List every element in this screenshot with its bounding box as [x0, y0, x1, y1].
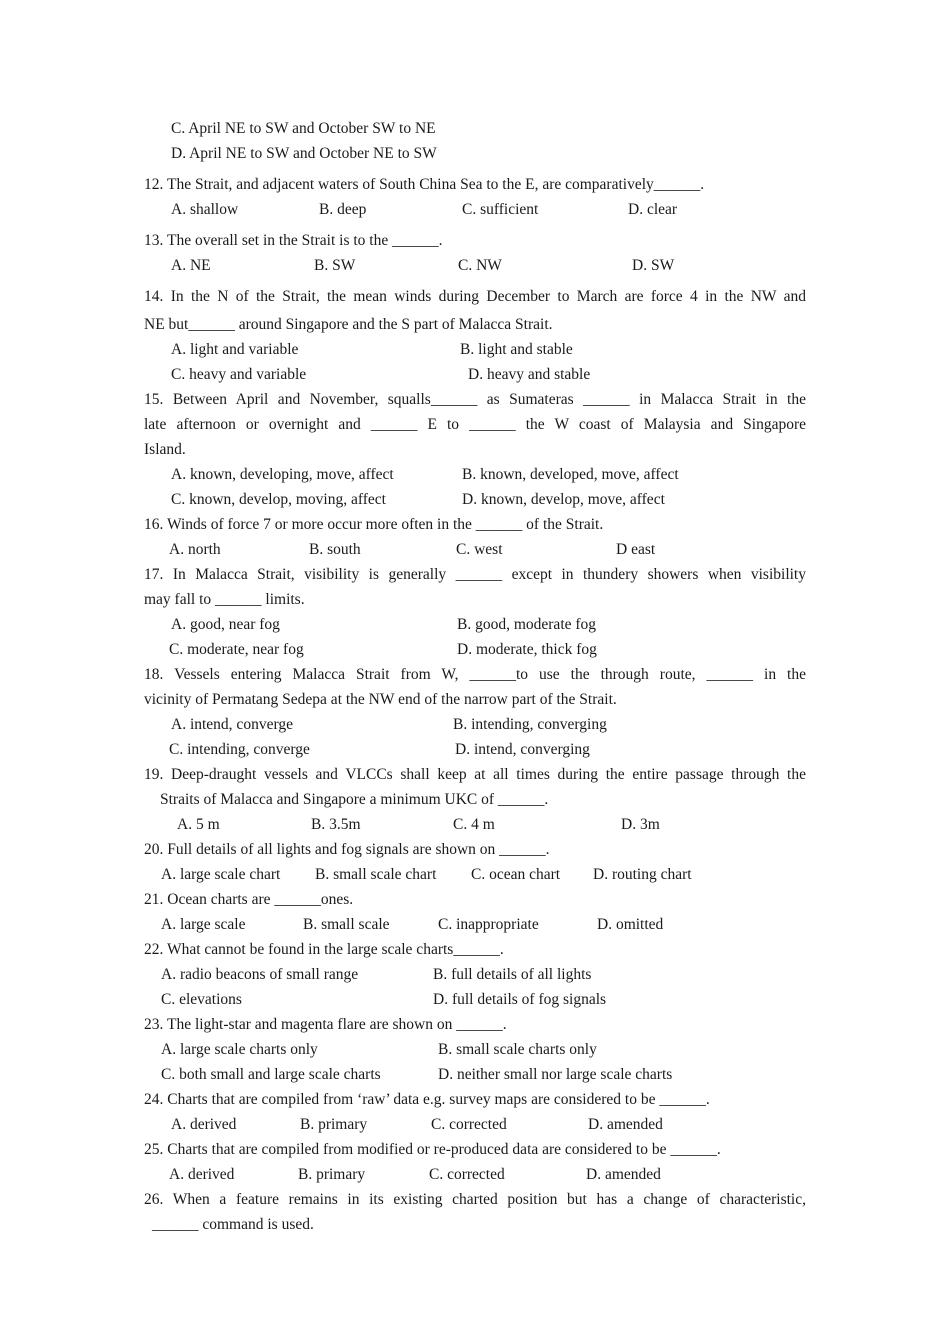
option-c: C. April NE to SW and October SW to NE	[171, 120, 436, 137]
option-b: B. known, developed, move, affect	[462, 466, 679, 483]
option-c: C. elevations	[161, 991, 242, 1008]
question-14-line-1: 14. In the N of the Strait, the mean winds during December to March are force 4 in the NW and	[144, 288, 806, 305]
question-15-options-cd	[144, 487, 806, 512]
question-12: 12. The Strait, and adjacent waters of South China Sea to the E, are comparatively______.	[144, 176, 705, 193]
option-b: B. primary	[298, 1166, 366, 1183]
option-c: C. sufficient	[462, 201, 539, 218]
question-17-options-cd	[144, 637, 806, 662]
option-b: B. 3.5m	[311, 816, 361, 833]
question-23-options-ab	[144, 1037, 806, 1062]
option-b: B. full details of all lights	[433, 966, 592, 983]
question-22-options-cd	[144, 987, 806, 1012]
option-a: A. north	[169, 541, 221, 558]
question-26-line-2-text: ______ command is used.	[152, 1216, 314, 1233]
question-14-options-ab	[144, 337, 806, 362]
option-c: C. corrected	[431, 1116, 507, 1133]
question-15-line-3: Island.	[144, 441, 186, 458]
question-16: 16. Winds of force 7 or more occur more often in the ______ of the Strait.	[144, 516, 604, 533]
question-22: 22. What cannot be found in the large scale charts______.	[144, 941, 504, 958]
option-b: B. deep	[319, 201, 367, 218]
option-a: A. good, near fog	[171, 616, 280, 633]
option-b: B. south	[309, 541, 361, 558]
option-c: C. inappropriate	[438, 916, 539, 933]
option-a: A. radio beacons of small range	[161, 966, 359, 983]
option-c: C. known, develop, moving, affect	[171, 491, 386, 508]
option-b: B. primary	[300, 1116, 368, 1133]
option-d: D. clear	[628, 201, 678, 218]
question-17-line-2: may fall to ______ limits.	[144, 591, 305, 608]
option-d: D. moderate, thick fog	[457, 641, 597, 658]
option-c: C. intending, converge	[169, 741, 310, 758]
option-b: B. small scale chart	[315, 866, 437, 883]
question-24-options	[144, 1112, 806, 1137]
option-a: A. large scale	[161, 916, 246, 933]
option-c: C. moderate, near fog	[169, 641, 304, 658]
question-17-options-ab	[144, 612, 806, 637]
option-c: C. heavy and variable	[171, 366, 307, 383]
option-d: D. omitted	[597, 916, 664, 933]
option-a: A. derived	[169, 1166, 235, 1183]
option-b: B. light and stable	[460, 341, 573, 358]
option-a: A. known, developing, move, affect	[171, 466, 394, 483]
option-d: D. heavy and stable	[468, 366, 591, 383]
question-22-options-ab	[144, 962, 806, 987]
option-d: D. intend, converging	[455, 741, 590, 758]
question-26-line-2	[144, 1212, 806, 1237]
question-23: 23. The light-star and magenta flare are shown on ______.	[144, 1016, 507, 1033]
question-21-options	[144, 912, 806, 937]
option-a: A. shallow	[171, 201, 239, 218]
option-b: B. SW	[314, 257, 356, 274]
option-a: A. large scale charts only	[161, 1041, 318, 1058]
option-a: A. light and variable	[171, 341, 299, 358]
option-d: D. 3m	[621, 816, 660, 833]
question-16-options	[144, 537, 806, 562]
option-d: D east	[616, 541, 656, 558]
option-a: A. NE	[171, 257, 211, 274]
question-24: 24. Charts that are compiled from ‘raw’ data e.g. survey maps are considered to be ______.	[144, 1091, 710, 1108]
question-21: 21. Ocean charts are ______ones.	[144, 891, 354, 908]
option-c: C. ocean chart	[471, 866, 561, 883]
question-20-options	[144, 862, 806, 887]
option-b: B. intending, converging	[453, 716, 607, 733]
question-19-line-1: 19. Deep-draught vessels and VLCCs shall keep at all times during the entire passage through the	[144, 766, 806, 783]
question-11-options	[144, 116, 806, 141]
option-d: D. full details of fog signals	[433, 991, 607, 1008]
option-d: D. amended	[586, 1166, 661, 1183]
option-a: A. derived	[171, 1116, 237, 1133]
document-page	[144, 116, 806, 1237]
question-25-options	[144, 1162, 806, 1187]
option-a: A. large scale chart	[161, 866, 281, 883]
question-17-line-1: 17. In Malacca Strait, visibility is generally ______ except in thundery showers when visibility	[144, 566, 806, 583]
option-d: D. neither small nor large scale charts	[438, 1066, 673, 1083]
question-26-line-1: 26. When a feature remains in its existing charted position but has a change of characteristic,	[144, 1191, 806, 1208]
option-c: C. west	[456, 541, 503, 558]
question-18-options-cd	[144, 737, 806, 762]
option-d: D. April NE to SW and October NE to SW	[171, 145, 437, 162]
question-18-line-2: vicinity of Permatang Sedepa at the NW end of the narrow part of the Strait.	[144, 691, 617, 708]
question-15-options-ab	[144, 462, 806, 487]
question-14-options-cd	[144, 362, 806, 387]
option-d: D. amended	[588, 1116, 663, 1133]
question-25: 25. Charts that are compiled from modified or re-produced data are considered to be ______.	[144, 1141, 721, 1158]
option-c: C. both small and large scale charts	[161, 1066, 381, 1083]
option-b: B. good, moderate fog	[457, 616, 597, 633]
option-d: D. known, develop, move, affect	[462, 491, 665, 508]
option-a: A. intend, converge	[171, 716, 293, 733]
option-d: D. SW	[632, 257, 675, 274]
question-19-line-2	[144, 787, 806, 812]
question-13: 13. The overall set in the Strait is to the ______.	[144, 232, 443, 249]
question-15-line-2: late afternoon or overnight and ______ E to ______ the W coast of Malaysia and Singapore	[144, 416, 806, 433]
option-b: B. small scale charts only	[438, 1041, 597, 1058]
option-c: C. NW	[458, 257, 502, 274]
option-c: C. 4 m	[453, 816, 495, 833]
question-14-line-2: NE but______ around Singapore and the S part of Malacca Strait.	[144, 316, 553, 333]
option-c: C. corrected	[429, 1166, 505, 1183]
option-d: D. routing chart	[593, 866, 692, 883]
question-23-options-cd	[144, 1062, 806, 1087]
question-19-options	[144, 812, 806, 837]
option-a: A. 5 m	[177, 816, 220, 833]
question-18-line-1: 18. Vessels entering Malacca Strait from W, ______to use the through route, ______ in the	[144, 666, 806, 683]
question-18-options-ab	[144, 712, 806, 737]
question-20: 20. Full details of all lights and fog signals are shown on ______.	[144, 841, 550, 858]
option-b: B. small scale	[303, 916, 390, 933]
question-12-options	[144, 197, 806, 222]
question-13-options	[144, 253, 806, 278]
question-15-line-1: 15. Between April and November, squalls______ as Sumateras ______ in Malacca Strait in the	[144, 391, 806, 408]
question-19-line-2-text: Straits of Malacca and Singapore a minimum UKC of ______.	[160, 791, 549, 808]
